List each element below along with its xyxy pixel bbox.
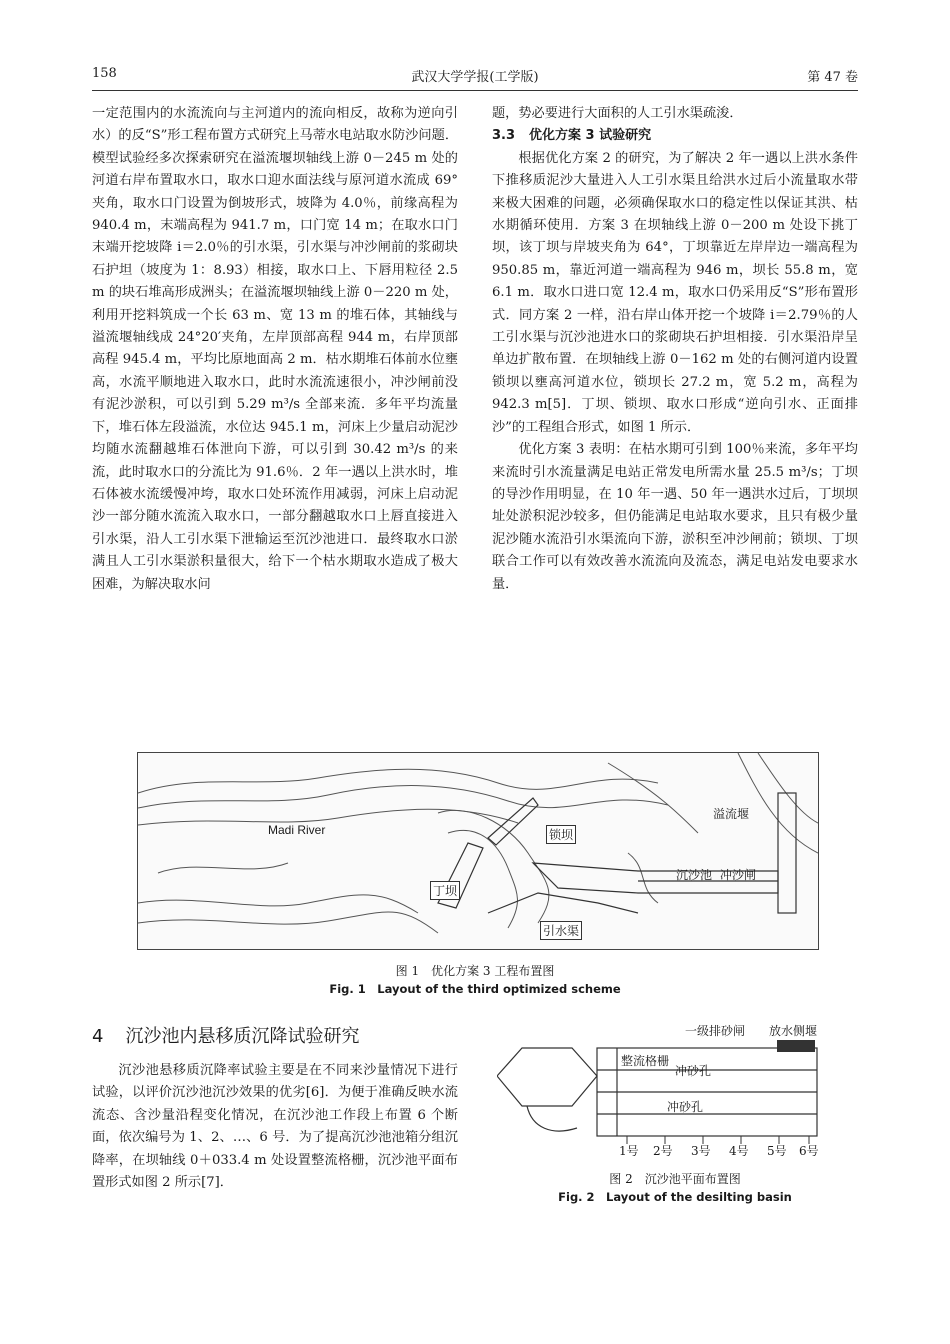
figure-2-caption <box>492 1170 858 1206</box>
page-header <box>92 66 858 88</box>
figure-1-caption-cn: 图 1 优化方案 3 工程布置图 <box>395 964 555 978</box>
section-4-label: 4号 <box>729 1144 749 1158</box>
header-rule <box>92 90 858 91</box>
subsection-title: 优化方案 3 试验研究 <box>529 128 652 144</box>
grille-label: 整流格栅 <box>621 1054 670 1068</box>
subsection-heading <box>492 125 858 147</box>
figure-2-drawing <box>497 1018 835 1158</box>
side-weir-label: 放水侧堰 <box>769 1024 818 1038</box>
section-4-number: 4 <box>92 1026 104 1047</box>
section-4-column <box>92 1060 458 1194</box>
page-number: 158 <box>92 66 117 81</box>
section-2-label: 2号 <box>653 1144 673 1158</box>
figure-1-caption <box>92 962 858 998</box>
left-column <box>92 103 458 596</box>
lock-dam-label: 锁坝 <box>546 825 576 844</box>
river-label: Madi River <box>268 823 326 837</box>
right-paragraph-1: 根据优化方案 2 的研究，为了解决 2 年一遇以上洪水条件下推移质泥沙大量进入人工引水渠且给洪水过后小流量取水带来极大困难的问题，必须确保取水口的稳定性以保证其洪、枯水期循环使用．方案 3 在坝轴线上游 0－200 m 处设下挑丁坝，该丁坝与岸坡夹角为 64°，丁坝靠近左岸岸边一端高程为 950.85 m，靠近河道一端高程为 946 m，坝长 55.8 m，宽 6.1 m．取水口进口宽 12.4 m，取水口仍采用反“S”形布置形式．同方案 2 一样，沿右岸山体开挖一个坡降 i＝2.79％的人工引水渠与沉沙池进水口的浆砌块石护坦相接．引水渠沿岸呈单边扩散布置．在坝轴线上游 0－162 m 处的右侧河道内设置锁坝以壅高河道水位，锁坝长 27.2 m，宽 5.2 m，高程为 942.3 m[5]．丁坝、锁坝、取水口形成“逆向引水、正面排沙”的工程组合形式，如图 1 所示． <box>492 150 858 435</box>
section-6-label: 6号 <box>799 1144 819 1158</box>
figure-2-caption-cn: 图 2 沉沙池平面布置图 <box>609 1172 741 1186</box>
first-gate-label: 一级排砂闸 <box>685 1024 746 1038</box>
right-paragraph-continued: 题，势必要进行大面积的人工引水渠疏浚． <box>492 106 743 121</box>
figure-2 <box>497 1018 835 1158</box>
right-column <box>492 103 858 596</box>
spillway-label: 溢流堰 <box>713 807 750 821</box>
figure-2-caption-en: Fig. 2 Layout of the desilting basin <box>558 1190 792 1204</box>
section-4-paragraph: 沉沙池悬移质沉降率试验主要是在不同来沙量情况下进行试验，以评价沉沙池沉沙效果的优劣[6]．为便于准确反映水流流态、含沙量沿程变化情况，在沉沙池工作段上布置 6 个断面，依次编号为 1、2、…、6 号．为了提高沉沙池池箱分组沉降率，在坝轴线 0＋033.4 m 处设置整流格栅，沉沙池平面布置形式如图 2 所示[7]． <box>92 1063 458 1191</box>
flush-gate-label: 冲沙闸 <box>720 868 757 882</box>
subsection-number: 3.3 <box>492 128 516 144</box>
spur-dike-label: 丁坝 <box>430 881 460 900</box>
figure-1-caption-en: Fig. 1 Layout of the third optimized scheme <box>329 982 621 996</box>
journal-name: 武汉大学学报(工学版) <box>411 70 539 85</box>
channel-label: 引水渠 <box>540 921 582 940</box>
flush-hole-label-1: 冲砂孔 <box>675 1064 712 1078</box>
flush-hole-label-2: 冲砂孔 <box>667 1100 704 1114</box>
figure-1-drawing <box>138 753 818 949</box>
section-4-heading <box>92 1022 359 1048</box>
section-1-label: 1号 <box>619 1144 639 1158</box>
left-paragraph: 一定范围内的水流流向与主河道内的流向相反，故称为逆向引水）的反“S”形工程布置方式研究上马蒂水电站取水防沙问题．模型试验经多次探索研究在溢流堰坝轴线上游 0－245 m 处的河道右岸布置取水口，取水口迎水面法线与原河道水流成 69°夹角，取水口门设置为倒坡形式，坡降为 4.0％，前缘高程为 940.4 m，末端高程为 941.7 m，口门宽 14 m；在取水口门末端开挖坡降 i＝2.0％的引水渠，引水渠与冲沙闸前的浆砌块石护坦（坡度为 1：8.93）相接，取水口上、下唇用粒径 2.5 m 的块石堆高形成洲头；在溢流堰坝轴线上游 0－220 m 处，利用开挖料筑成一个长 63 m、宽 13 m 的堆石体，其轴线与溢流堰轴线成 24°20′夹角，左岸顶部高程 944 m，右岸顶部高程 945.4 m，平均比原地面高 2 m．枯水期堆石体前水位壅高，水流平顺地进入取水口，此时水流流速很小，冲沙闸前没有泥沙淤积，可以引到 5.29 m³/s 全部来流．多年平均流量下，堆石体左段溢流，水位达 945.1 m，河床上少量启动泥沙均随水流翻越堆石体泄向下游，可以引到 30.42 m³/s 的来流，此时取水口的分流比为 91.6％．2 年一遇以上洪水时，堆石体被水流缓慢冲垮，取水口处环流作用减弱，河床上启动泥沙一部分随水流流入取水口，一部分翻越取水口上唇直接进入引水渠，沿人工引水渠下泄输运至沉沙池进口．最终取水口淤满且人工引水渠淤积量很大，给下一个枯水期取水造成了极大困难，为解决取水问 <box>92 106 458 592</box>
figure-1 <box>137 752 819 950</box>
basin-label: 沉沙池 <box>676 868 713 882</box>
volume-number: 第 47 卷 <box>807 70 858 85</box>
section-4-title: 沉沙池内悬移质沉降试验研究 <box>125 1026 360 1047</box>
section-3-label: 3号 <box>691 1144 711 1158</box>
right-paragraph-2: 优化方案 3 表明：在枯水期可引到 100％来流，多年平均来流时引水流量满足电站正常发电所需水量 25.5 m³/s；丁坝的导沙作用明显，在 10 年一遇、50 年一遇洪水过后，丁坝坝址处淤积泥沙较多，但仍能满足电站取水要求，且只有极少量泥沙随水流沿引水渠流向下游，淤积至冲沙闸前；锁坝、丁坝联合工作可以有效改善水流流向及流态，满足电站发电要求水量． <box>492 442 858 592</box>
section-5-label: 5号 <box>767 1144 787 1158</box>
